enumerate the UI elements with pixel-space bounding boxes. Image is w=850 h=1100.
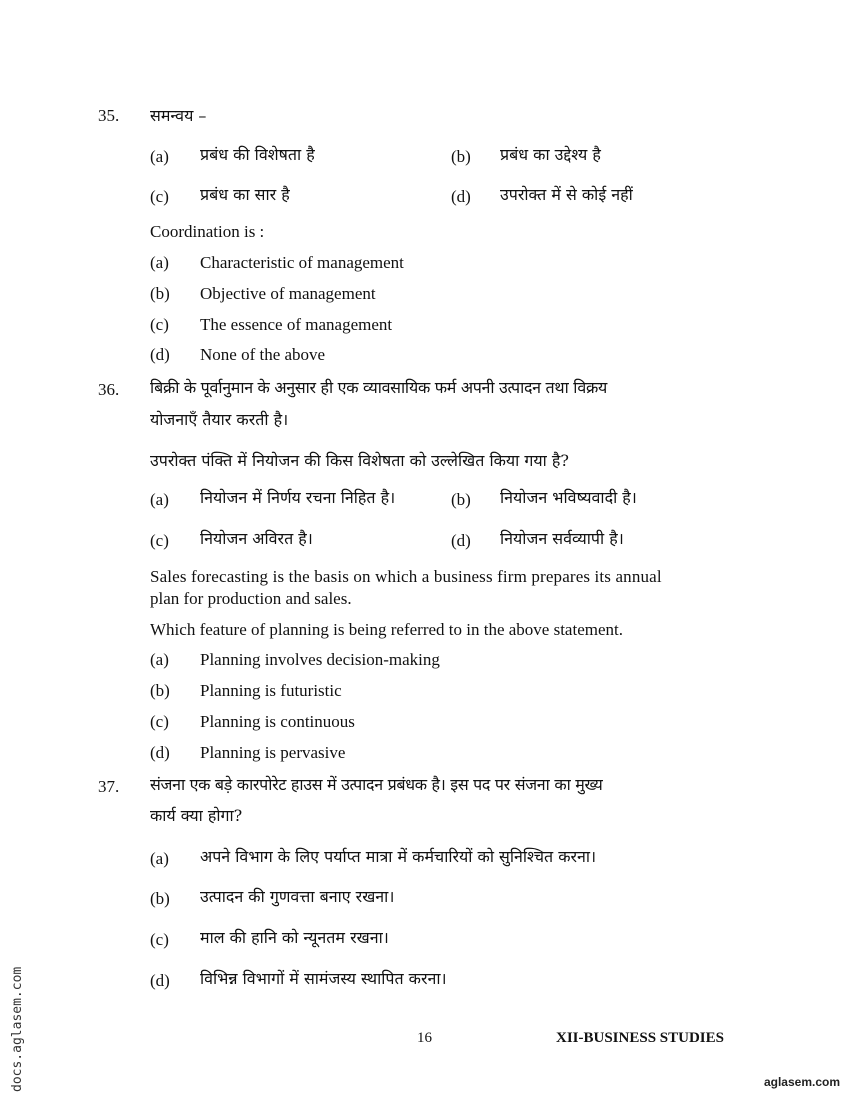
q37-option-a: अपने विभाग के लिए पर्याप्त मात्रा में कर्मचारियों को सुनिश्चित करना। bbox=[200, 847, 597, 866]
q35-en-option-a-label: (a) bbox=[150, 253, 169, 272]
q35-en-option-d-label: (d) bbox=[150, 345, 170, 364]
q36-en-option-b-label: (b) bbox=[150, 681, 170, 700]
q36-en-option-a: Planning involves decision-making bbox=[200, 650, 440, 669]
q35-en-option-c-label: (c) bbox=[150, 315, 169, 334]
q36-en-option-c: Planning is continuous bbox=[200, 712, 355, 731]
q37-option-c-label: (c) bbox=[150, 930, 169, 949]
q36-english-stem-line2: plan for production and sales. bbox=[150, 589, 352, 608]
q36-hi-option-a: नियोजन में निर्णय रचना निहित है। bbox=[200, 488, 396, 507]
q37-option-d-label: (d) bbox=[150, 971, 170, 990]
q35-hi-option-a-label: (a) bbox=[150, 147, 169, 166]
q35-number: 35. bbox=[98, 106, 120, 125]
q36-hindi-stem-line1: बिक्री के पूर्वानुमान के अनुसार ही एक व्यावसायिक फर्म अपनी उत्पादन तथा विक्रय bbox=[150, 378, 607, 397]
q35-en-option-c: The essence of management bbox=[200, 315, 393, 334]
q35-en-option-b-label: (b) bbox=[150, 284, 170, 303]
q36-hi-option-b-label: (b) bbox=[451, 490, 471, 509]
q35-en-option-b: Objective of management bbox=[200, 284, 376, 303]
q36-hindi-stem-line2: योजनाएँ तैयार करती है। bbox=[150, 410, 289, 429]
q36-number: 36. bbox=[98, 380, 120, 399]
q37-option-a-label: (a) bbox=[150, 849, 169, 868]
q36-en-option-a-label: (a) bbox=[150, 650, 169, 669]
q35-hi-option-a: प्रबंध की विशेषता है bbox=[200, 145, 315, 164]
q37-option-b: उत्पादन की गुणवत्ता बनाए रखना। bbox=[200, 887, 395, 906]
q36-en-option-b: Planning is futuristic bbox=[200, 681, 342, 700]
q36-hi-option-c-label: (c) bbox=[150, 531, 169, 550]
q35-hindi-stem: समन्वय – bbox=[150, 106, 207, 125]
q37-hindi-stem-line2: कार्य क्या होगा? bbox=[150, 806, 243, 825]
q35-en-option-d: None of the above bbox=[200, 345, 326, 364]
side-watermark-url: docs.aglasem.com bbox=[10, 966, 25, 1092]
q35-en-option-a: Characteristic of management bbox=[200, 253, 404, 272]
q37-number: 37. bbox=[98, 777, 120, 796]
q36-en-option-d: Planning is pervasive bbox=[200, 743, 346, 762]
q35-hi-option-d: उपरोक्त में से कोई नहीं bbox=[500, 185, 633, 204]
q35-hi-option-c-label: (c) bbox=[150, 187, 169, 206]
q37-option-b-label: (b) bbox=[150, 889, 170, 908]
q37-option-c: माल की हानि को न्यूनतम रखना। bbox=[200, 928, 389, 947]
q36-hi-option-c: नियोजन अविरत है। bbox=[200, 529, 313, 548]
q36-hi-option-b: नियोजन भविष्यवादी है। bbox=[500, 488, 637, 507]
q35-hi-option-d-label: (d) bbox=[451, 187, 471, 206]
q35-english-stem: Coordination is : bbox=[150, 222, 265, 241]
q35-hi-option-b: प्रबंध का उद्देश्य है bbox=[500, 145, 601, 164]
q37-hindi-stem-line1: संजना एक बड़े कारपोरेट हाउस में उत्पादन प्रबंधक है। इस पद पर संजना का मुख्य bbox=[150, 775, 603, 794]
q36-hi-option-d: नियोजन सर्वव्यापी है। bbox=[500, 529, 624, 548]
page-number: 16 bbox=[417, 1030, 432, 1046]
q36-en-option-c-label: (c) bbox=[150, 712, 169, 731]
q35-hi-option-b-label: (b) bbox=[451, 147, 471, 166]
subject-footer: XII-BUSINESS STUDIES bbox=[556, 1030, 724, 1046]
brand-watermark: aglasem.com bbox=[763, 1075, 840, 1089]
q36-english-stem-line1: Sales forecasting is the basis on which a business firm prepares its annual bbox=[150, 567, 662, 586]
q36-hi-option-d-label: (d) bbox=[451, 531, 471, 550]
q36-english-question: Which feature of planning is being referred to in the above statement. bbox=[150, 620, 623, 639]
q36-hi-option-a-label: (a) bbox=[150, 490, 169, 509]
q36-en-option-d-label: (d) bbox=[150, 743, 170, 762]
q37-option-d: विभिन्न विभागों में सामंजस्य स्थापित करना। bbox=[200, 969, 447, 988]
q36-hindi-question: उपरोक्त पंक्ति में नियोजन की किस विशेषता को उल्लेखित किया गया है? bbox=[150, 451, 569, 470]
q35-hi-option-c: प्रबंध का सार है bbox=[200, 185, 290, 204]
